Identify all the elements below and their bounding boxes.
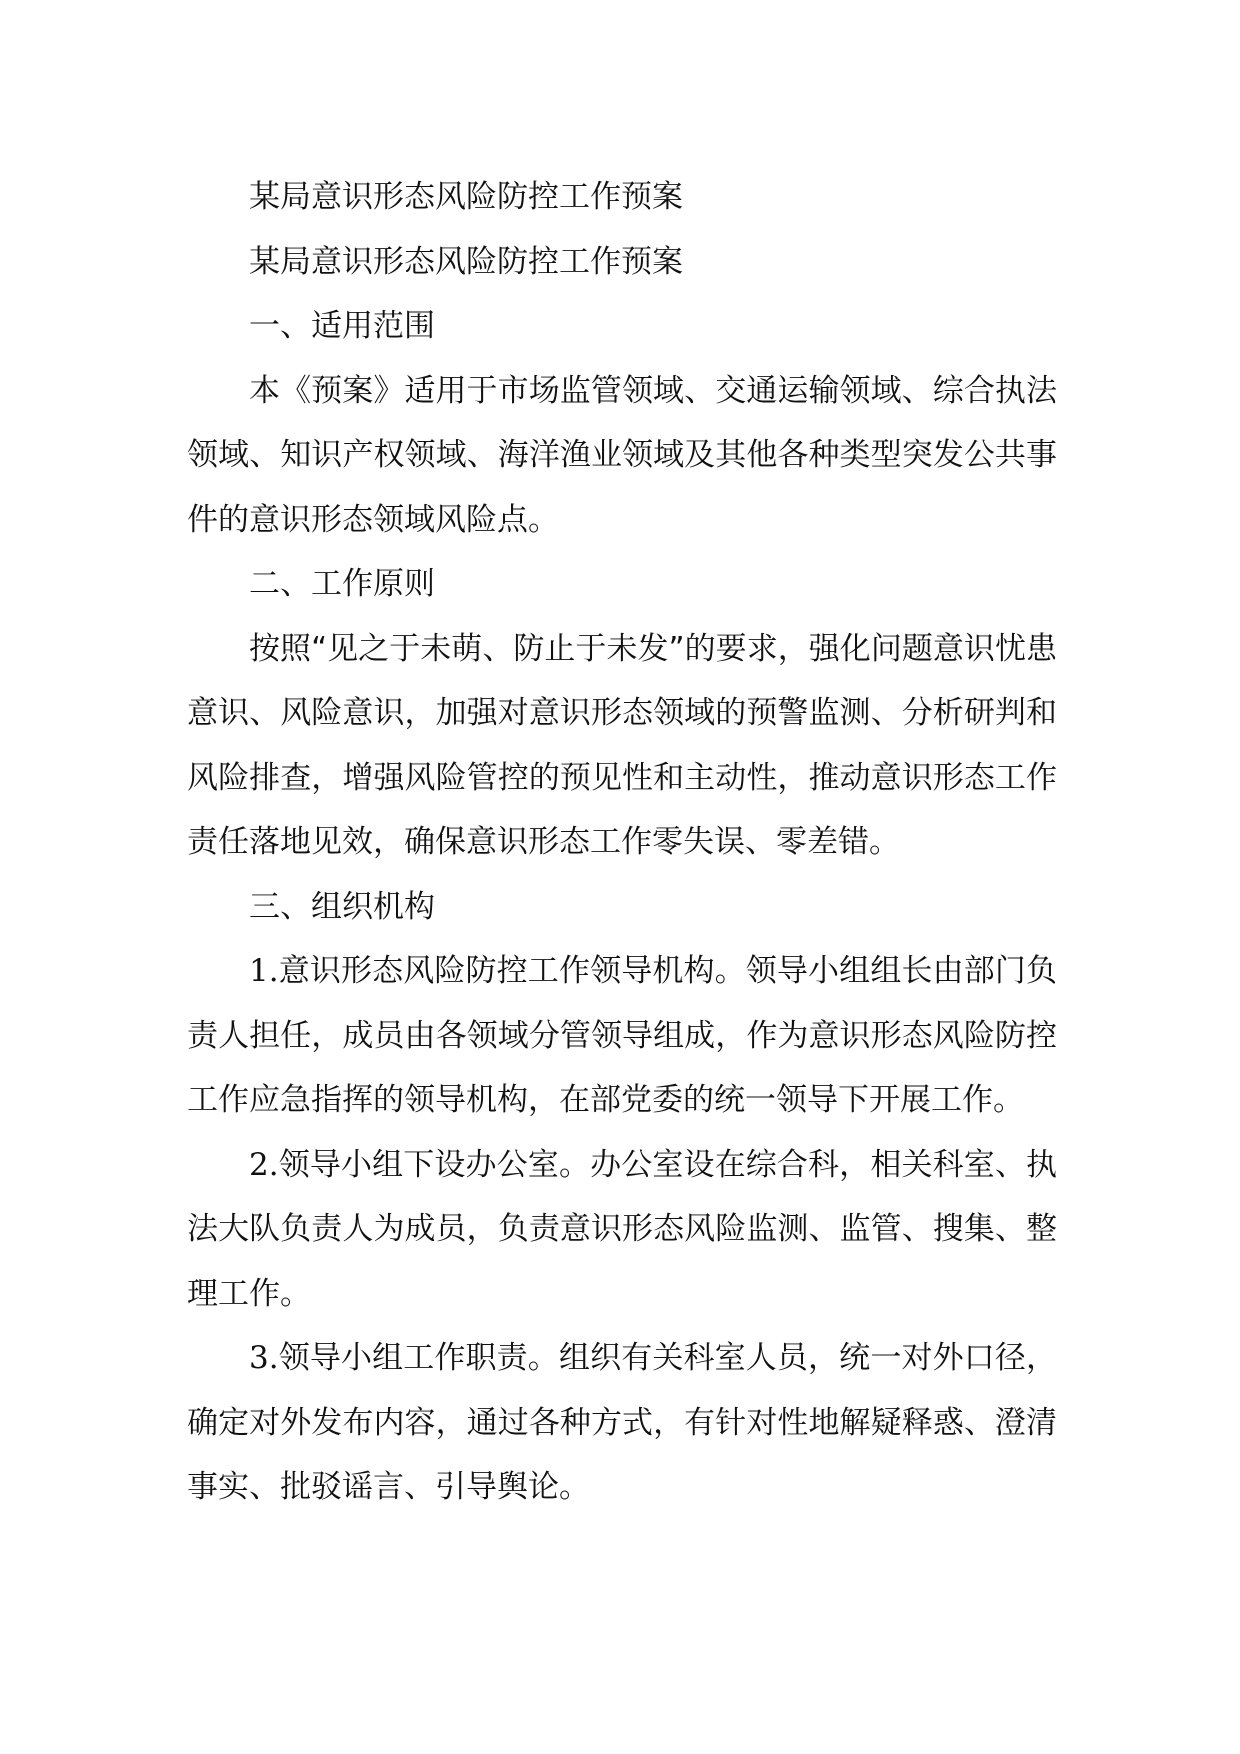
section-heading-scope: 一、适用范围 — [249, 308, 435, 344]
list-item-number: 1. — [249, 953, 279, 989]
list-item-leadership-body — [187, 939, 1057, 1133]
section-heading-organization: 三、组织机构 — [249, 888, 435, 925]
document-body — [187, 165, 1057, 1520]
list-item-office — [187, 1133, 1057, 1327]
list-item-text: 领导小组下设办公室。办公室设在综合科，相关科室、执法大队负责人为成员，负责意识形态风险监测、监管、搜集、整理工作。 — [187, 1146, 1057, 1312]
paragraph-scope: 本《预案》适用于市场监管领域、交通运输领域、综合执法领域、知识产权领域、海洋渔业领域及其他各种类型突发公共事件的意识形态领域风险点。 — [187, 372, 1057, 538]
list-item-text: 意识形态风险防控工作领导机构。领导小组组长由部门负责人担任，成员由各领域分管领导组成，作为意识形态风险防控工作应急指挥的领导机构，在部党委的统一领导下开展工作。 — [187, 953, 1057, 1118]
document-title: 某局意识形态风险防控工作预案 — [249, 179, 683, 215]
list-item-number: 3. — [249, 1340, 279, 1376]
list-item-duties — [187, 1326, 1057, 1520]
paragraph-principles: 按照“见之于未萌、防止于未发”的要求，强化问题意识忧患意识、风险意识，加强对意识形态领域的预警监测、分析研判和风险排查，增强风险管控的预见性和主动性，推动意识形态工作责任落地见效，确保意识形态工作零失误、零差错。 — [187, 630, 1057, 860]
list-item-text: 领导小组工作职责。组织有关科室人员，统一对外口径，确定对外发布内容，通过各种方式，有针对性地解疑释惑、澄清事实、批驳谣言、引导舆论。 — [187, 1340, 1057, 1505]
section-heading-principles: 二、工作原则 — [249, 566, 435, 602]
list-item-number: 2. — [249, 1146, 279, 1183]
document-title-repeat: 某局意识形态风险防控工作预案 — [249, 243, 683, 280]
